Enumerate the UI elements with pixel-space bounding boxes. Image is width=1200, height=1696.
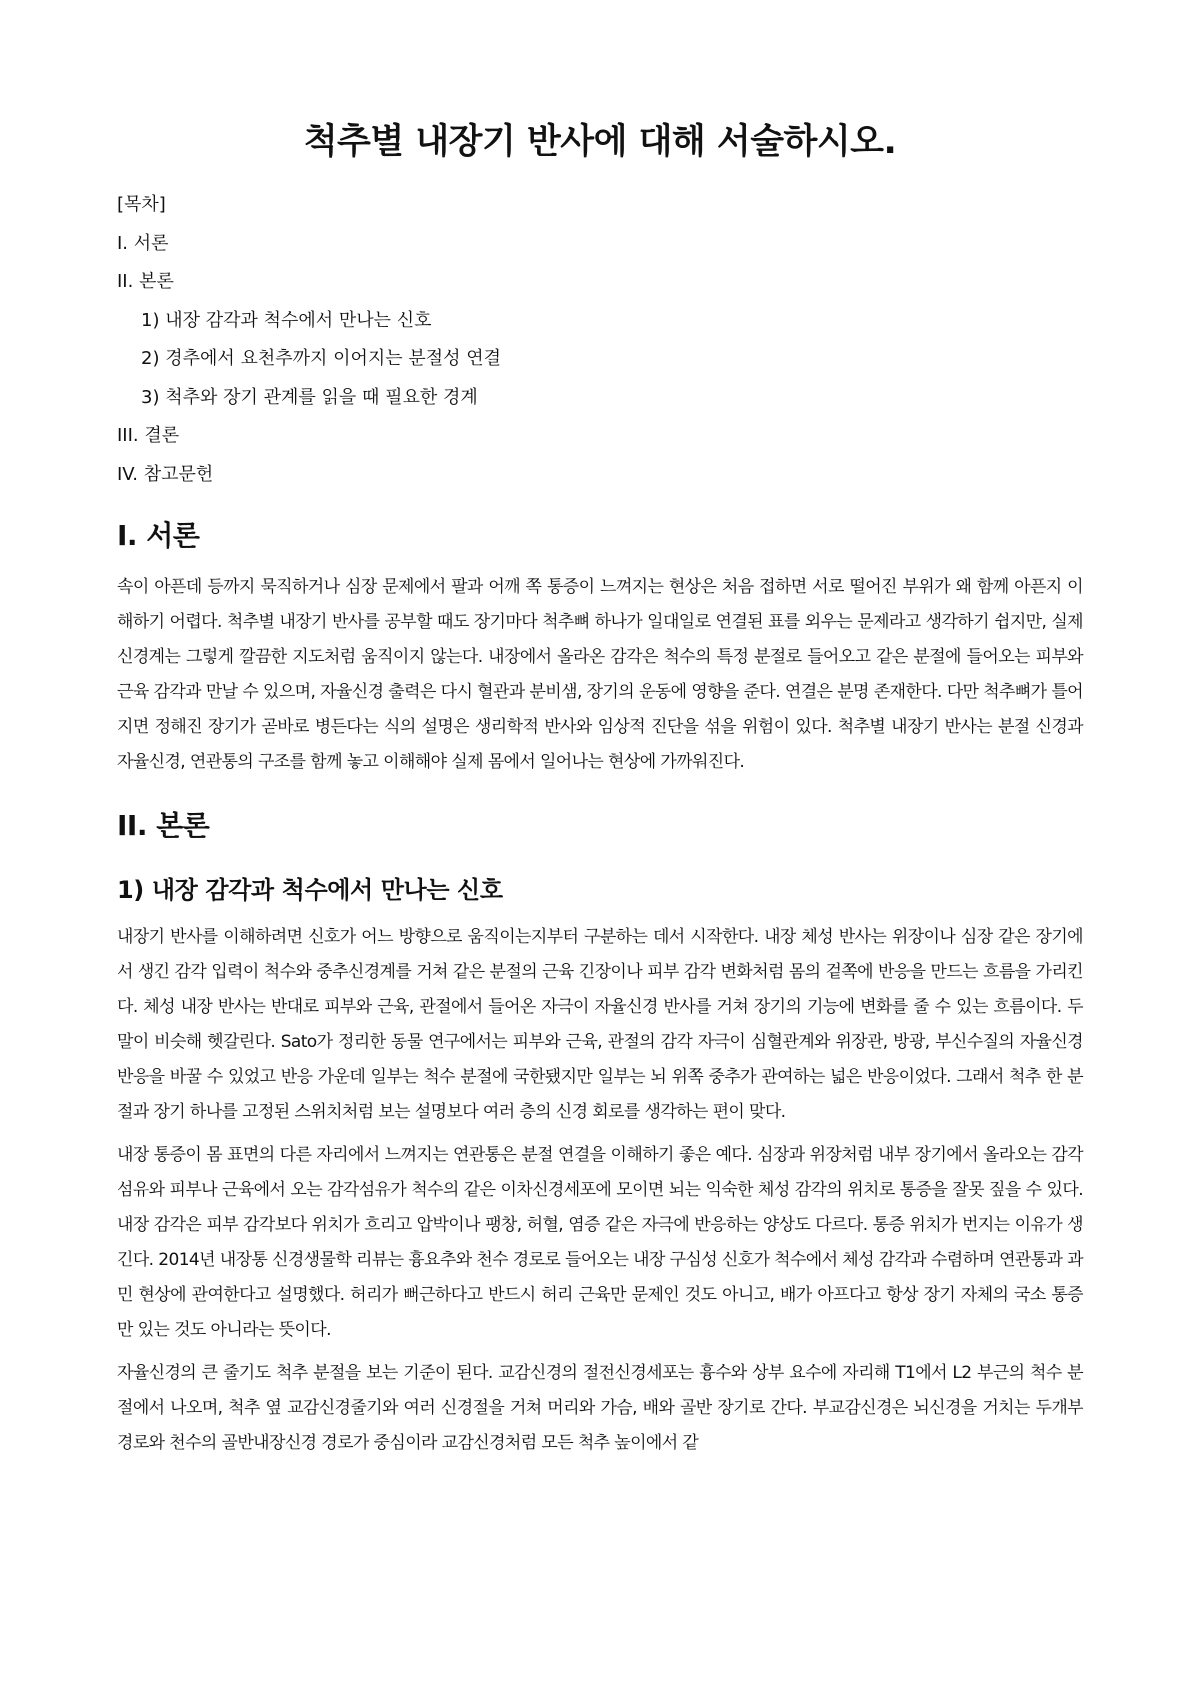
subsection-heading-1: 1) 내장 감각과 척수에서 만나는 신호 — [117, 876, 503, 904]
toc-item-body-1: 1) 내장 감각과 척수에서 만나는 신호 — [141, 309, 432, 331]
section-heading-intro: I. 서론 — [117, 519, 200, 552]
toc-item-body-3: 3) 척추와 장기 관계를 읽을 때 필요한 경계 — [141, 386, 478, 408]
toc-item-conclusion: III. 결론 — [117, 425, 180, 446]
table-of-contents — [117, 186, 1083, 494]
toc-item-body: II. 본론 — [117, 271, 174, 292]
body-paragraph-2: 내장 통증이 몸 표면의 다른 자리에서 느껴지는 연관통은 분절 연결을 이해하기 좋은 예다. 심장과 위장처럼 내부 장기에서 올라오는 감각섬유와 피부나 근육에서 오는 감각섬유가 척수의 같은 이차신경세포에 모이면 뇌는 익숙한 체성 감각의 위치로 통증을 잘못 짚을 수 있다. 내장 감각은 피부 감각보다 위치가 흐리고 압박이나 팽창, 허혈, 염증 같은 자극에 반응하는 양상도 다르다. 통증 위치가 번지는 이유가 생긴다. 2014년 내장통 신경생물학 리뷰는 흉요추와 천수 경로로 들어오는 내장 구심성 신호가 척수에서 체성 감각과 수렴하며 연관통과 과민 현상에 관여한다고 설명했다. 허리가 뻐근하다고 반드시 허리 근육만 문제인 것도 아니고, 배가 아프다고 항상 장기 자체의 국소 통증만 있는 것도 아니라는 뜻이다. — [117, 1145, 1083, 1340]
body-paragraph-3: 자율신경의 큰 줄기도 척추 분절을 보는 기준이 된다. 교감신경의 절전신경세포는 흉수와 상부 요수에 자리해 T1에서 L2 부근의 척수 분절에서 나오며, 척추 옆 교감신경줄기와 여러 신경절을 거쳐 머리와 가슴, 배와 골반 장기로 간다. 부교감신경은 뇌신경을 거치는 두개부 경로와 천수의 골반내장신경 경로가 중심이라 교감신경처럼 모든 척추 높이에서 같 — [117, 1363, 1083, 1453]
intro-paragraph: 속이 아픈데 등까지 묵직하거나 심장 문제에서 팔과 어깨 쪽 통증이 느껴지는 현상은 처음 접하면 서로 떨어진 부위가 왜 함께 아픈지 이해하기 어렵다. 척추별 내장기 반사를 공부할 때도 장기마다 척추뼈 하나가 일대일로 연결된 표를 외우는 문제라고 생각하기 쉽지만, 실제 신경계는 그렇게 깔끔한 지도처럼 움직이지 않는다. 내장에서 올라온 감각은 척수의 특정 분절로 들어오고 같은 분절에 들어오는 피부와 근육 감각과 만날 수 있으며, 자율신경 출력은 다시 혈관과 분비샘, 장기의 운동에 영향을 준다. 연결은 분명 존재한다. 다만 척추뼈가 틀어지면 정해진 장기가 곧바로 병든다는 식의 설명은 생리학적 반사와 임상적 진단을 섞을 위험이 있다. 척추별 내장기 반사는 분절 신경과 자율신경, 연관통의 구조를 함께 놓고 이해해야 실제 몸에서 일어나는 현상에 가까워진다. — [117, 577, 1083, 772]
body-paragraph-1: 내장기 반사를 이해하려면 신호가 어느 방향으로 움직이는지부터 구분하는 데서 시작한다. 내장 체성 반사는 위장이나 심장 같은 장기에서 생긴 감각 입력이 척수와 중추신경계를 거쳐 같은 분절의 근육 긴장이나 피부 감각 변화처럼 몸의 겉쪽에 반응을 만드는 흐름을 가리킨다. 체성 내장 반사는 반대로 피부와 근육, 관절에서 들어온 자극이 자율신경 반사를 거쳐 장기의 기능에 변화를 줄 수 있는 흐름이다. 두 말이 비슷해 헷갈린다. Sato가 정리한 동물 연구에서는 피부와 근육, 관절의 감각 자극이 심혈관계와 위장관, 방광, 부신수질의 자율신경 반응을 바꿀 수 있었고 반응 가운데 일부는 척수 분절에 국한됐지만 일부는 뇌 위쪽 중추가 관여하는 넓은 반응이었다. 그래서 척추 한 분절과 장기 하나를 고정된 스위치처럼 보는 설명보다 여러 층의 신경 회로를 생각하는 편이 맞다. — [117, 927, 1083, 1122]
toc-heading: [목차] — [117, 194, 166, 215]
section-heading-body: II. 본론 — [117, 809, 210, 842]
toc-item-references: IV. 참고문헌 — [117, 463, 214, 485]
document-title: 척추별 내장기 반사에 대해 서술하시오. — [303, 122, 897, 162]
toc-item-intro: I. 서론 — [117, 232, 169, 254]
toc-item-body-2: 2) 경추에서 요천추까지 이어지는 분절성 연결 — [141, 348, 502, 369]
